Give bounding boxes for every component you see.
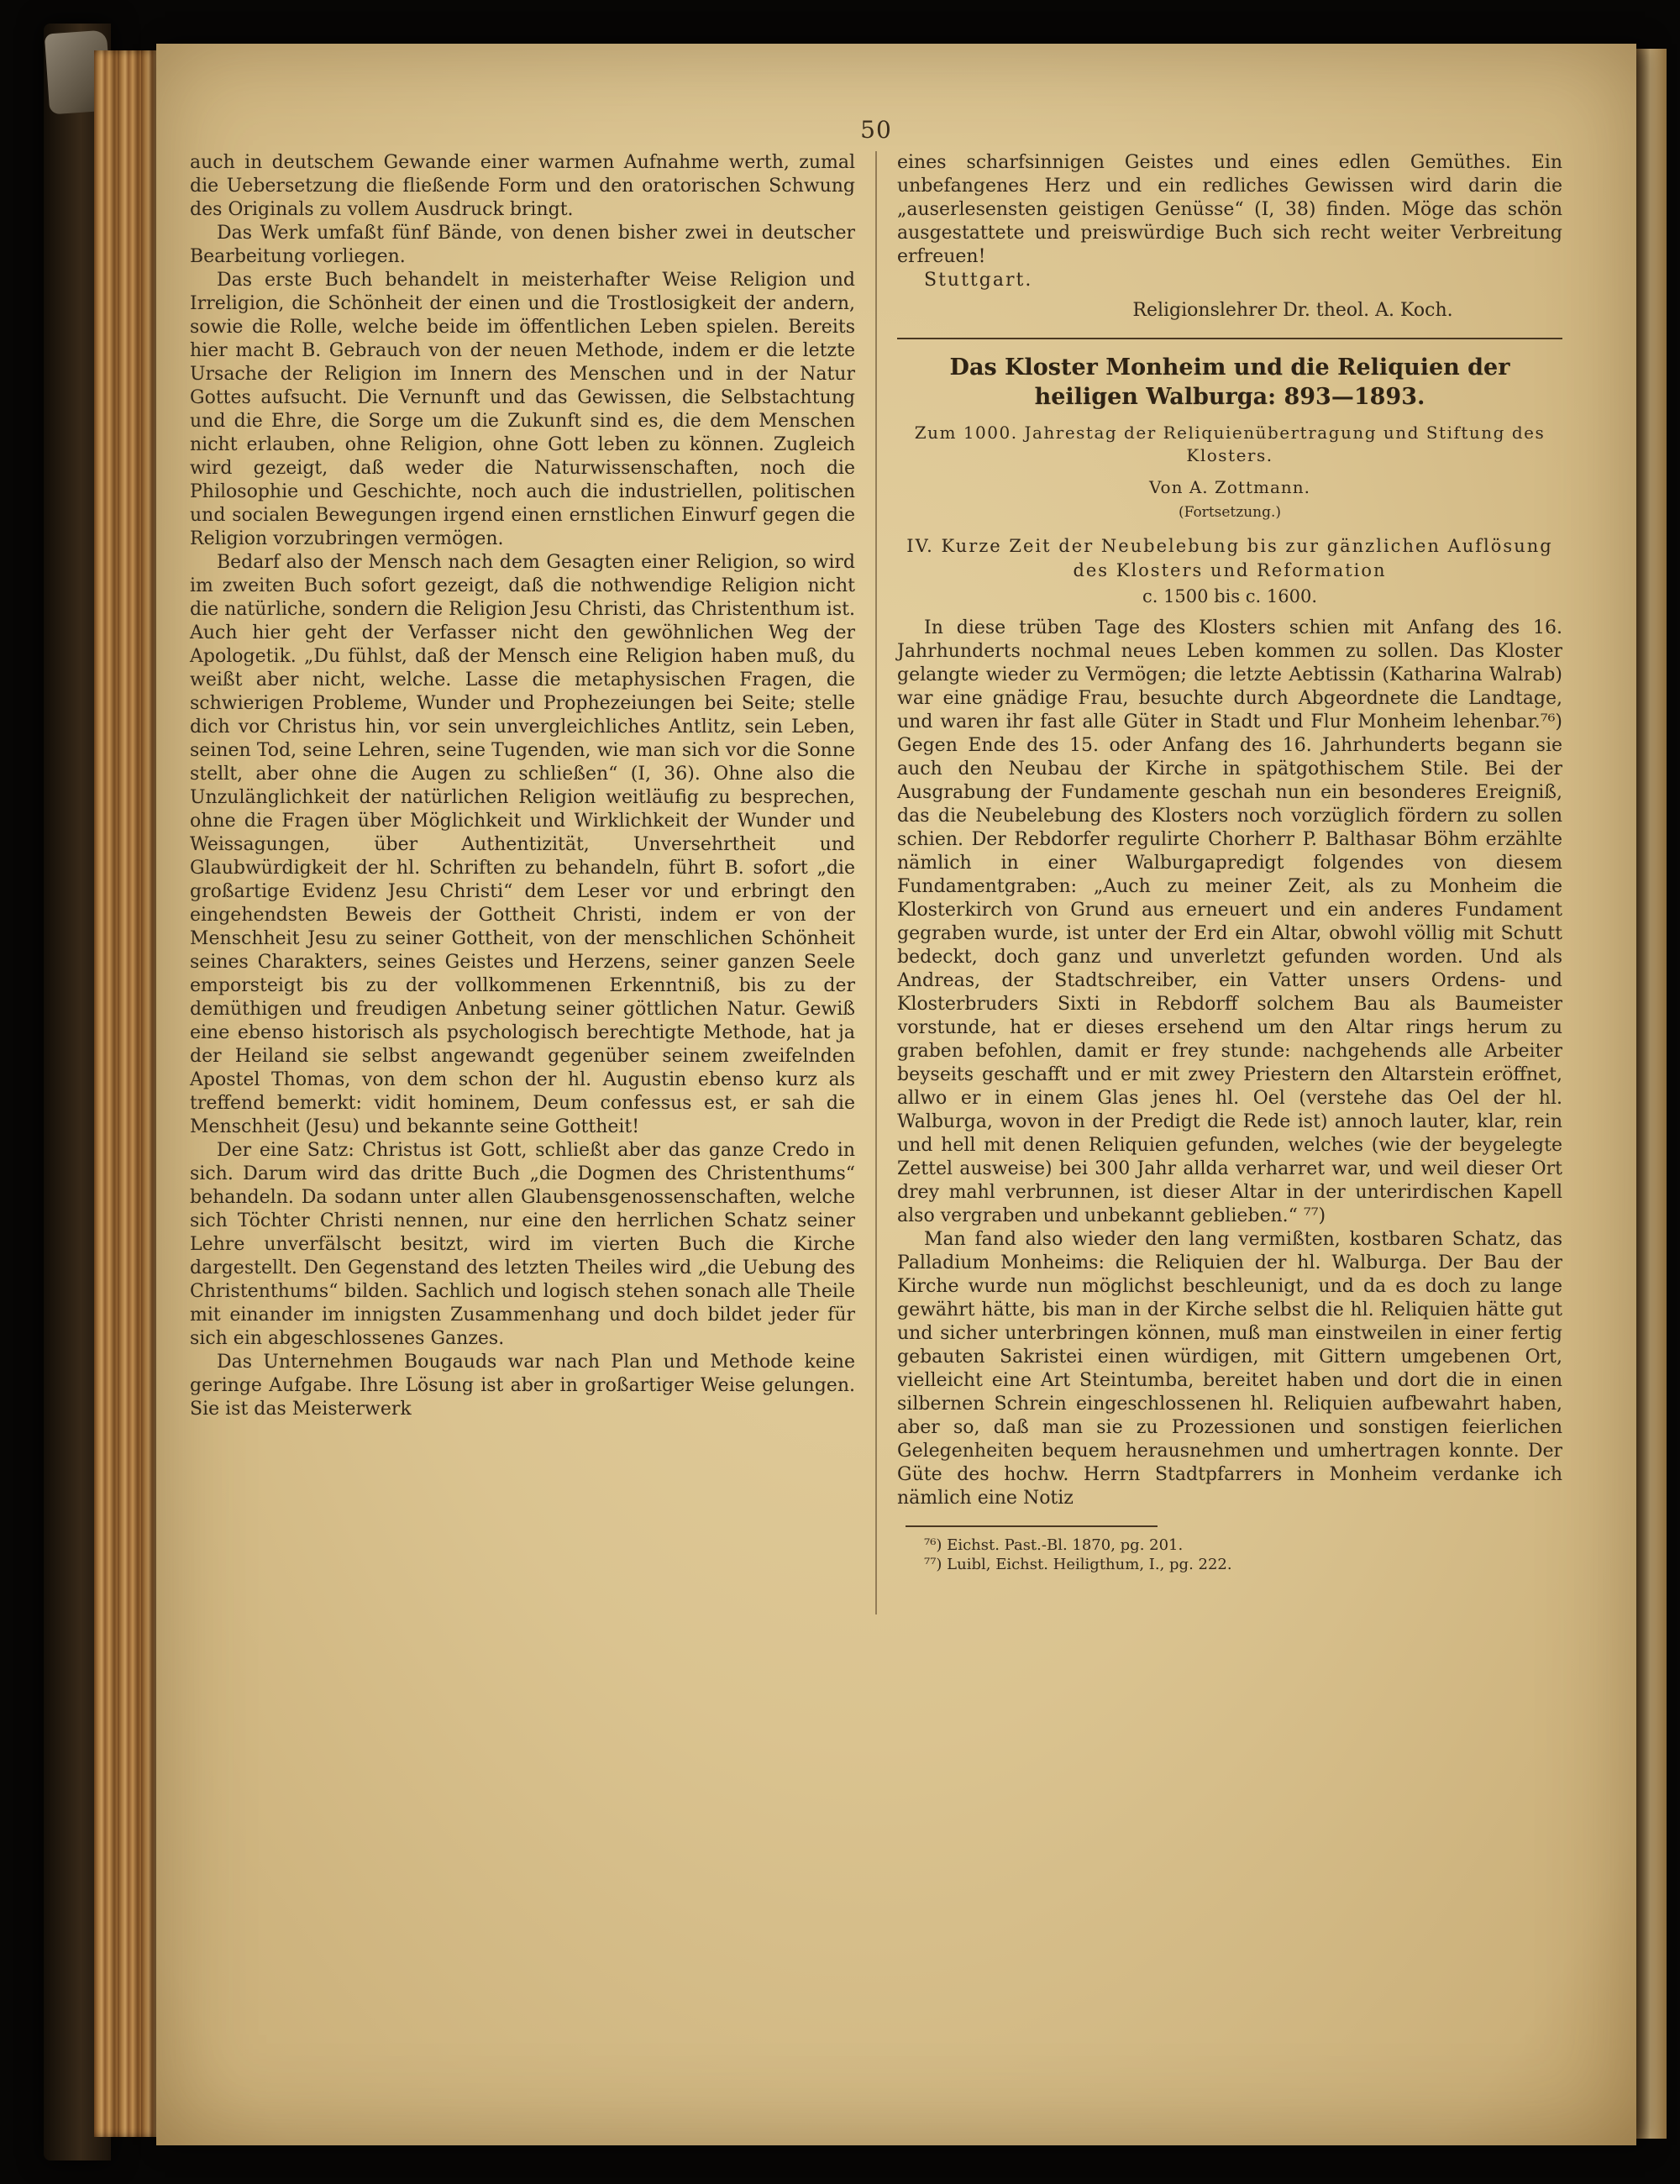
article-kloster-monheim [897, 338, 1562, 1510]
paragraph: auch in deutschem Gewande einer warmen Aufnahme werth, zumal die Uebersetzung die fließende Form und den oratorischen Schwung des Originals zu vollem Ausdruck bringt. [190, 152, 855, 220]
paragraph: Bedarf also der Mensch nach dem Gesagten einer Religion, so wird im zweiten Buch sofort gezeigt, daß die nothwendige Religion nicht die natürliche, sondern die Religion Jesu Christi, das Christenthum ist. Auch hier geht der Verfasser nicht den gewöhnlichen Weg der Apologetik. „Du fühlst, daß der Mensch eine Religion haben muß, du weißt aber nicht, welche. Lasse die metaphysischen Fragen, die schwierigen Probleme, Wunder und Prophezeiungen bei Seite; stelle dich vor Christus hin, vor sein unvergleichliches Antlitz, sein Leben, seinen Tod, seine Lehren, seine Tugenden, wie man sich vor die Sonne stellt, aber ohne die Augen zu schließen“ (I, 36). Ohne also die Unzulänglichkeit der natürlichen Religion weitläufig zu besprechen, ohne die Fragen über Möglichkeit und Wirklichkeit der Wunder und Weissagungen, über Authentizität, Unversehrtheit und Glaubwürdigkeit der hl. Schriften zu behandeln, führt B. sofort „die großartige Evidenz Jesu Christi“ dem Leser vor und erbringt den eingehendsten Beweis der Gottheit Christi, indem er von der Menschheit Jesu zu seiner Gottheit, von der menschlichen Schönheit seines Charakters, seines Geistes und Herzens, seiner ganzen Seele emporsteigt bis zu der vollkommenen Erkenntniß, bis zu der demüthigen und freudigen Anbetung seiner göttlichen Natur. Gewiß eine ebenso historisch als psychologisch berechtigte Methode, hat ja der Heiland sie selbst angewandt gegenüber seinem zweifelnden Apostel Thomas, von dem schon der hl. Augustin ebenso kurz als treffend bemerkt: vidit hominem, Deum confessus est, er sah die Menschheit (Jesu) und bekannte seine Gottheit! [190, 552, 855, 1137]
paragraph: eines scharfsinnigen Geistes und eines edlen Gemüthes. Ein unbefangenes Herz und ein redliches Gewissen wird darin die „auserlesensten geistigen Genüsse“ (I, 38) finden. Möge das schön ausgestattete und preiswürdige Buch sich recht weiter Verbreitung erfreuen! [897, 152, 1562, 267]
article-byline: Von A. Zottmann. [1148, 477, 1311, 497]
section-date-range: c. 1500 bis c. 1600. [1142, 586, 1318, 606]
paragraph: Das Unternehmen Bougauds war nach Plan und Methode keine geringe Aufgabe. Ihre Lösung ist aber in großartiger Weise gelungen. Sie ist das Meisterwerk [190, 1352, 855, 1420]
left-column [190, 151, 855, 1574]
section-heading: IV. Kurze Zeit der Neubelebung bis zur gänzlichen Auflösung des Klosters und Reformation [906, 536, 1553, 580]
footnotes [897, 1525, 1562, 1574]
paragraph: Der eine Satz: Christus ist Gott, schließt aber das ganze Credo in sich. Darum wird das dritte Buch „die Dogmen des Christenthums“ behandeln. Da sodann unter allen Glaubensgenossenschaften, welche sich Töchter Christi nennen, nur eine den herrlichen Schatz seiner Lehre unverfälscht besitzt, wird im vierten Buch die Kirche dargestellt. Den Gegenstand des letzten Theiles wird „die Uebung des Christenthums“ bilden. Sachlich und logisch stehen sonach alle Theile mit einander im innigsten Zusammenhang und doch bildet jeder für sich ein abgeschlossenes Ganzes. [190, 1140, 855, 1349]
footnote-rule [906, 1525, 1158, 1527]
footnote: ⁷⁷) Luibl, Eichst. Heiligthum, I., pg. 222. [924, 1556, 1232, 1573]
footnote: ⁷⁶) Eichst. Past.-Bl. 1870, pg. 201. [924, 1536, 1184, 1554]
right-column [897, 151, 1562, 1574]
paragraph: Das erste Buch behandelt in meisterhafter Weise Religion und Irreligion, die Schönheit der einen und die Trostlosigkeit der andern, sowie die Rolle, welche beide im öffentlichen Leben spielen. Bereits hier macht B. Gebrauch von der neuen Methode, indem er die letzte Ursache der Religion im Innern des Menschen und in der Natur Gottes aufsucht. Die Vernunft und das Gewissen, die Selbstachtung und die Ehre, die Sorge um die Zukunft sind es, die dem Menschen nicht erlauben, ohne Religion, ohne Gott leben zu können. Zugleich wird gezeigt, daß weder die Naturwissenschaften, noch die Philosophie und Geschichte, noch auch die industriellen, politischen und socialen Bewegungen irgend einen ernstlichen Einwurf gegen die Religion vorzubringen vermögen. [190, 270, 855, 549]
page-number: 50 [860, 116, 892, 144]
article-title: Das Kloster Monheim und die Reliquien der heiligen Walburga: 893—1893. [949, 354, 1510, 410]
review-signature: Religionslehrer Dr. theol. A. Koch. [1132, 300, 1453, 321]
article-subtitle: Zum 1000. Jahrestag der Reliquienübertragung und Stiftung des Klosters. [914, 423, 1546, 465]
paragraph: Das Werk umfaßt fünf Bände, von denen bisher zwei in deutscher Bearbeitung vorliegen. [190, 223, 855, 267]
journal-page [156, 44, 1636, 2145]
continuation-note: (Fortsetzung.) [1178, 504, 1282, 521]
place-line: Stuttgart. [924, 270, 1033, 291]
page-edges-left [94, 50, 158, 2137]
paragraph: Man fand also wieder den lang vermißten, kostbaren Schatz, das Palladium Monheims: die Reliquien der hl. Walburga. Der Bau der Kirche wurde nun möglichst beschleunigt, und da es doch zu lange gewährt hätte, bis man in der Kirche selbst die hl. Reliquien hätte gut und sicher unterbringen können, muß man einstweilen in einer fertig gebauten Sakristei einen würdigen, mit Gittern umgebenen Ort, vielleicht eine Art Steintumba, bereitet haben und dort die in einen silbernen Schrein eingeschlossenen hl. Reliquien aufbewahrt haben, aber so, daß man sie zu Prozessionen und sonstigen feierlichen Gelegenheiten bequem herausnehmen und umhertragen konnte. Der Güte des hochw. Herrn Stadtpfarrers in Monheim verdanke ich nämlich eine Notiz [897, 1229, 1562, 1509]
adjacent-page-edge [1636, 49, 1667, 2139]
text-columns [190, 151, 1562, 1574]
paragraph: In diese trüben Tage des Klosters schien mit Anfang des 16. Jahrhunderts nochmal neues Leben kommen zu sollen. Das Kloster gelangte wieder zu Vermögen; die letzte Aebtissin (Katharina Walrab) war eine gnädige Frau, besuchte durch Abgeordnete die Landtage, und waren ihr fast alle Güter in Stadt und Flur Monheim lehenbar.⁷⁶) Gegen Ende des 15. oder Anfang des 16. Jahrhunderts begann sie auch den Neubau der Kirche in spätgothischem Stile. Bei der Ausgrabung der Fundamente geschah nun ein besonderes Ereigniß, das die Neubelebung des Klosters noch vorzüglich fördern zu sollen schien. Der Rebdorfer regulirte Chorherr P. Balthasar Böhm erzählte nämlich in einer Walburgapredigt folgendes von diesem Fundamentgraben: „Auch zu meiner Zeit, als zu Monheim die Klosterkirch von Grund aus erneuert und ein anderes Fundament gegraben wurde, ist unter der Erd ein Altar, obwohl völlig mit Schutt bedeckt, doch ganz und unverletzt gefunden worden. Und als Andreas, der Stadtschreiber, ein Vatter unsers Ordens- und Klosterbruders Sixti in Rebdorff solchem Bau als Baumeister vorstunde, hat er dieses ersehend um den Altar rings herum zu graben befohlen, damit er frey stunde: nachgehends alle Arbeiter beyseits geschafft und er mit zwey Priestern den Altarstein eröffnet, allwo er in einem Glas jenes hl. Oel (verstehe das Oel der hl. Walburga, wovon in der Predigt die Rede ist) annoch lauter, klar, rein und hell mit denen Reliquien gefunden, welches (wie der beygelegte Zettel ausweise) bei 300 Jahr allda verharret war, und weil dieser Ort drey mahl verbrunnen, ist dieser Altar in der unterirdischen Kapell also vergraben und unbekannt geblieben.“ ⁷⁷) [897, 617, 1562, 1226]
